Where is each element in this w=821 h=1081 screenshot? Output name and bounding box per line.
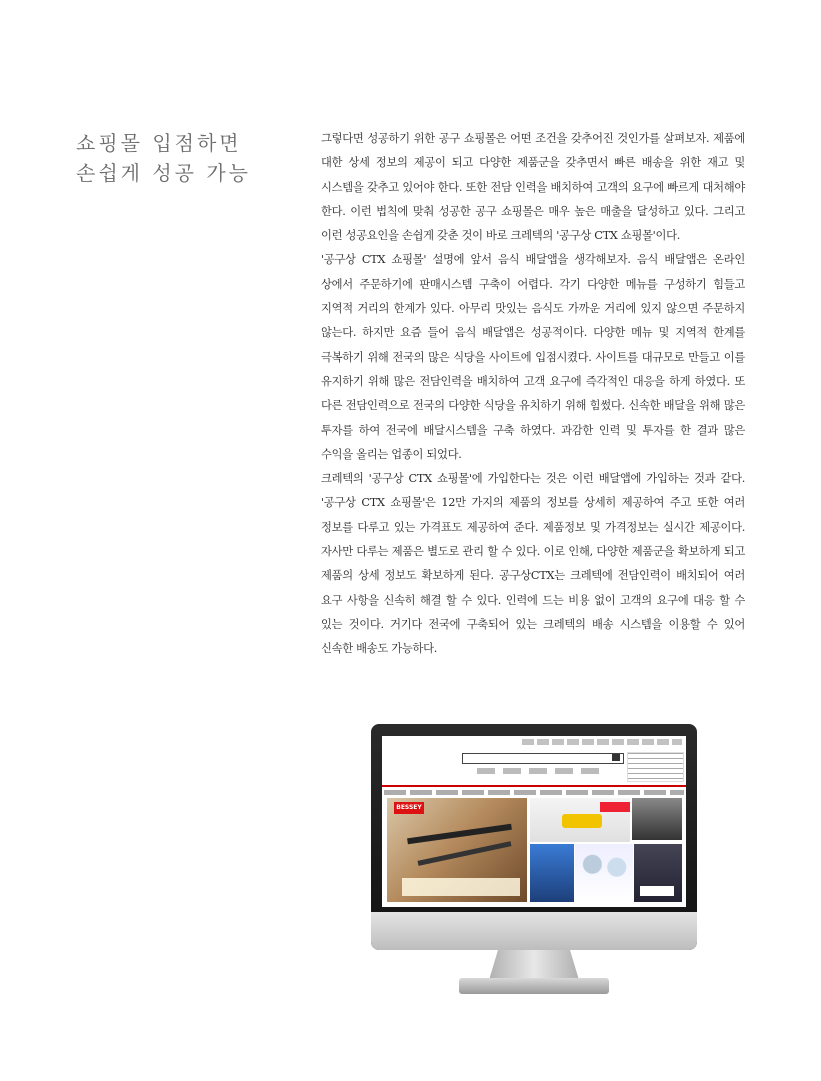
site-category-buttons [477, 768, 607, 774]
rems-tool-shape [562, 814, 602, 828]
paragraph-3: 크레텍의 '공구상 CTX 쇼핑몰'에 가입한다는 것은 이런 배달앱에 가입하는 것과 같다. '공구상 CTX 쇼핑몰'은 12만 가지의 제품의 정보를 상세히 제공하여 주고 또한 여러 정보를 다루고 있는 가격표도 제공하여 준다. 제품정보 및 가격정보는 실시간 제공이다. 자사만 다루는 제품은 별도로 관리 할 수 있다. 이로 인해, 다양한 제품군을 확보하게 되고 제품의 상세 정보도 확보하게 된다. 공구상CTX는 크레텍에 전담인력이 배치되어 여러 요구 사항을 신속히 해결 할 수 있다. 인력에 드는 비용 없이 고객의 요구에 대응 할 수 있는 것이다. 거기다 전국에 구축되어 있는 크레텍의 배송 시스템을 이용할 수 있어 신속한 배송도 가능하다. [321, 472, 745, 656]
banner-caption-band [402, 878, 520, 896]
monitor-stand-neck [489, 950, 579, 980]
shopping-site-screenshot [382, 736, 686, 907]
heading-line-2: 손쉽게 성공 가능 [76, 161, 251, 185]
site-red-divider [382, 785, 686, 787]
site-search-icon [612, 754, 620, 761]
site-banner-blades [632, 798, 682, 840]
paragraph-2: '공구상 CTX 쇼핑몰' 설명에 앞서 음식 배달앱을 생각해보자. 음식 배달앱은 온라인 상에서 주문하기에 판매시스템 구축이 어렵다. 각기 다양한 메뉴를 구성하기 힘들고 지역적 거리의 한계가 있다. 아무리 맛있는 음식도 가까운 거리에 있지 않으면 주문하지 않는다. 하지만 요즘 들어 음식 배달앱은 성공적이다. 다양한 메뉴 및 지역적 한계를 극복하기 위해 전국의 많은 식당을 사이트에 입점시켰다. 사이트를 대규모로 만들고 이를 유지하기 위해 많은 전담인력을 배치하여 고객 요구에 즉각적인 대응을 하게 하였다. 또 다른 전담인력으로 전국의 다양한 식당을 유치하기 위해 힘썼다. 신속한 배달을 위해 많은 투자를 하여 전국에 배달시스템을 구축 하였다. 과감한 인력 및 투자를 한 결과 많은 수익을 올리는 업종이 되었다. [321, 253, 745, 461]
promo-red-tag [600, 802, 630, 812]
site-top-links [522, 739, 682, 745]
site-main-menu [384, 790, 684, 795]
article-body [321, 127, 745, 662]
site-banner-fans [575, 844, 633, 902]
paragraph-1: 그렇다면 성공하기 위한 공구 쇼핑몰은 어떤 조건을 갖추어진 것인가를 살펴보자. 제품에 대한 상세 정보의 제공이 되고 다양한 제품군을 갖추면서 빠른 배송을 위한 재고 및 시스템을 갖추고 있어야 한다. 또한 전담 인력을 배치하여 고객의 요구에 빠르게 대처해야 한다. 이런 법칙에 맞춰 성공한 공구 쇼핑몰은 매우 높은 매출을 달성하고 있다. 그리고 이런 성공요인을 손쉽게 갖춘 것이 바로 크레텍의 '공구상 CTX 쇼핑몰'이다. [321, 132, 745, 243]
site-banner-smato [530, 844, 574, 902]
heading-line-1: 쇼핑몰 입점하면 [76, 131, 242, 155]
hitachi-logo [640, 886, 674, 896]
section-heading [76, 128, 296, 188]
monitor-chin [371, 912, 697, 950]
site-search-box [462, 753, 624, 764]
monitor-stand-foot [459, 978, 609, 994]
bessey-logo: BESSEY [394, 802, 424, 814]
monitor-illustration [371, 724, 699, 999]
site-contact-box [627, 752, 684, 782]
